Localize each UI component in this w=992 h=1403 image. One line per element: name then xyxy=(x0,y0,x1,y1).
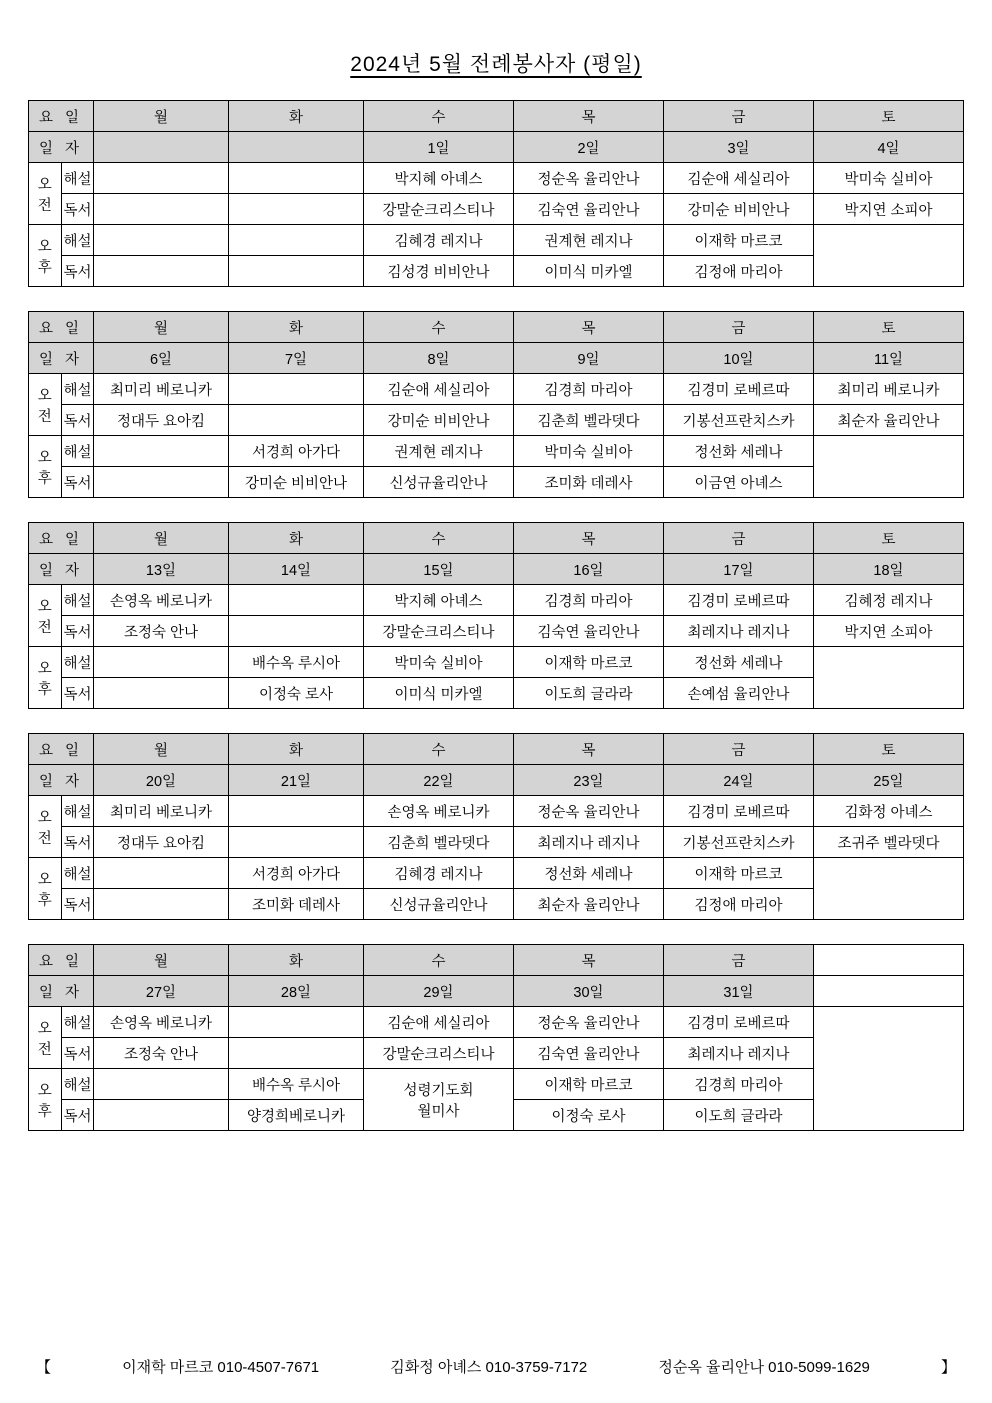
assignment-cell: 김화정 아녜스 xyxy=(814,796,964,827)
week-table-4 xyxy=(28,733,964,920)
date-cell xyxy=(94,132,229,163)
assignment-cell: 조미화 데레사 xyxy=(514,467,664,498)
assignment-cell: 최미리 베로니카 xyxy=(94,374,229,405)
assignment-cell xyxy=(94,1100,229,1131)
assignment-cell: 조미화 데레사 xyxy=(229,889,364,920)
assignment-cell: 박미숙 실비아 xyxy=(364,647,514,678)
dow-mon: 월 xyxy=(94,523,229,554)
assignment-cell: 손예섬 율리안나 xyxy=(664,678,814,709)
date-cell: 21일 xyxy=(229,765,364,796)
dow-sat: 토 xyxy=(814,312,964,343)
assignment-cell xyxy=(94,194,229,225)
date-cell: 13일 xyxy=(94,554,229,585)
assignment-cell: 김경희 마리아 xyxy=(664,1069,814,1100)
assignment-cell: 최레지나 레지나 xyxy=(664,1038,814,1069)
dow-sat: 토 xyxy=(814,734,964,765)
pm-label-bottom: 후 xyxy=(37,259,52,276)
date-cell: 16일 xyxy=(514,554,664,585)
role-dokseo: 독서 xyxy=(61,678,94,709)
assignment-cell xyxy=(94,678,229,709)
table-row-date xyxy=(29,976,964,1007)
assignment-cell: 이금연 아녜스 xyxy=(664,467,814,498)
assignment-cell: 최순자 율리안나 xyxy=(514,889,664,920)
date-cell: 20일 xyxy=(94,765,229,796)
date-cell: 27일 xyxy=(94,976,229,1007)
dow-wed: 수 xyxy=(364,734,514,765)
date-cell: 1일 xyxy=(364,132,514,163)
role-dokseo: 독서 xyxy=(61,467,94,498)
table-row-am-haeseol xyxy=(29,374,964,405)
assignment-cell xyxy=(229,256,364,287)
footer-contact-2: 김화정 아녜스 010-3759-7172 xyxy=(390,1359,588,1376)
table-row-dow xyxy=(29,945,964,976)
assignment-cell: 이도희 글라라 xyxy=(514,678,664,709)
assignment-cell: 정대두 요아킴 xyxy=(94,827,229,858)
dow-tue: 화 xyxy=(229,312,364,343)
dow-tue: 화 xyxy=(229,101,364,132)
assignment-cell xyxy=(94,467,229,498)
date-cell: 10일 xyxy=(664,343,814,374)
assignment-cell: 최미리 베로니카 xyxy=(94,796,229,827)
am-label-bottom: 전 xyxy=(37,830,52,847)
assignment-cell: 김정애 마리아 xyxy=(664,256,814,287)
table-row-am-haeseol xyxy=(29,796,964,827)
table-row-pm-haeseol xyxy=(29,436,964,467)
date-cell: 17일 xyxy=(664,554,814,585)
assignment-cell: 서경희 아가다 xyxy=(229,436,364,467)
dow-fri: 금 xyxy=(664,945,814,976)
date-cell: 7일 xyxy=(229,343,364,374)
assignment-cell xyxy=(229,1038,364,1069)
assignment-cell xyxy=(229,1007,364,1038)
date-cell: 14일 xyxy=(229,554,364,585)
date-cell: 11일 xyxy=(814,343,964,374)
assignment-cell: 손영옥 베로니카 xyxy=(364,796,514,827)
pm-label-top: 오 xyxy=(37,238,52,255)
assignment-cell: 이미식 미카엘 xyxy=(514,256,664,287)
role-dokseo: 독서 xyxy=(61,1100,94,1131)
role-dokseo: 독서 xyxy=(61,256,94,287)
date-cell: 18일 xyxy=(814,554,964,585)
am-label-top: 오 xyxy=(37,1020,52,1037)
am-label xyxy=(29,1007,62,1069)
pm-label xyxy=(29,647,62,709)
table-row-am-haeseol xyxy=(29,585,964,616)
assignment-cell: 강말순크리스티나 xyxy=(364,194,514,225)
role-dokseo: 독서 xyxy=(61,889,94,920)
dow-mon: 월 xyxy=(94,945,229,976)
assignment-cell xyxy=(229,796,364,827)
role-haeseol: 해설 xyxy=(61,647,94,678)
assignment-cell-empty xyxy=(814,436,964,498)
assignment-cell: 손영옥 베로니카 xyxy=(94,585,229,616)
assignment-cell: 이재학 마르코 xyxy=(664,858,814,889)
assignment-cell: 이재학 마르코 xyxy=(514,647,664,678)
assignment-cell: 조귀주 벨라뎃다 xyxy=(814,827,964,858)
footer-contacts xyxy=(28,1356,964,1377)
date-cell: 8일 xyxy=(364,343,514,374)
am-label-bottom: 전 xyxy=(37,408,52,425)
role-haeseol: 해설 xyxy=(61,1007,94,1038)
assignment-cell: 권계현 레지나 xyxy=(514,225,664,256)
footer-right-bracket: 】 xyxy=(940,1359,956,1376)
role-haeseol: 해설 xyxy=(61,585,94,616)
role-dokseo: 독서 xyxy=(61,194,94,225)
assignment-cell: 조정숙 안나 xyxy=(94,1038,229,1069)
assignment-cell xyxy=(94,163,229,194)
pm-label xyxy=(29,436,62,498)
assignment-cell: 김경미 로베르따 xyxy=(664,374,814,405)
dow-thu: 목 xyxy=(514,734,664,765)
footer-contact-3: 정순옥 율리안나 010-5099-1629 xyxy=(658,1359,870,1376)
assignment-cell: 조정숙 안나 xyxy=(94,616,229,647)
pm-label xyxy=(29,225,62,287)
dow-tue: 화 xyxy=(229,945,364,976)
assignment-cell: 김숙연 율리안나 xyxy=(514,616,664,647)
dow-thu: 목 xyxy=(514,101,664,132)
date-cell: 15일 xyxy=(364,554,514,585)
date-cell: 31일 xyxy=(664,976,814,1007)
assignment-cell: 강미순 비비안나 xyxy=(664,194,814,225)
pm-label xyxy=(29,1069,62,1131)
dow-label: 요 일 xyxy=(29,945,94,976)
dow-sat: 토 xyxy=(814,523,964,554)
assignment-cell: 이미식 미카엘 xyxy=(364,678,514,709)
assignment-cell: 기봉선프란치스카 xyxy=(664,405,814,436)
assignment-cell-empty xyxy=(814,858,964,920)
assignment-cell: 강말순크리스티나 xyxy=(364,1038,514,1069)
assignment-cell: 이도희 글라라 xyxy=(664,1100,814,1131)
assignment-cell-empty xyxy=(814,225,964,287)
assignment-cell: 김경미 로베르따 xyxy=(664,796,814,827)
role-haeseol: 해설 xyxy=(61,1069,94,1100)
page-title: 2024년 5월 전례봉사자 (평일) xyxy=(350,53,642,76)
assignment-cell xyxy=(94,889,229,920)
table-row-date xyxy=(29,343,964,374)
week-table-3 xyxy=(28,522,964,709)
table-row-am-haeseol xyxy=(29,1007,964,1038)
assignment-cell: 정순옥 율리안나 xyxy=(514,796,664,827)
pm-label-bottom: 후 xyxy=(37,470,52,487)
assignment-cell: 김숙연 율리안나 xyxy=(514,1038,664,1069)
table-row-am-haeseol xyxy=(29,163,964,194)
dow-label: 요 일 xyxy=(29,734,94,765)
assignment-cell: 강말순크리스티나 xyxy=(364,616,514,647)
special-line-2: 월미사 xyxy=(417,1103,460,1120)
assignment-cell-special xyxy=(364,1069,514,1131)
assignment-cell: 신성규율리안나 xyxy=(364,467,514,498)
pm-label-top: 오 xyxy=(37,660,52,677)
assignment-cell xyxy=(229,405,364,436)
assignment-cell: 김혜경 레지나 xyxy=(364,858,514,889)
am-label-bottom: 전 xyxy=(37,197,52,214)
footer-left-bracket: 【 xyxy=(36,1359,52,1376)
role-dokseo: 독서 xyxy=(61,827,94,858)
assignment-cell xyxy=(229,827,364,858)
assignment-cell: 김숙연 율리안나 xyxy=(514,194,664,225)
assignment-cell: 권계현 레지나 xyxy=(364,436,514,467)
role-haeseol: 해설 xyxy=(61,374,94,405)
date-cell: 29일 xyxy=(364,976,514,1007)
assignment-cell: 손영옥 베로니카 xyxy=(94,1007,229,1038)
assignment-cell xyxy=(229,374,364,405)
role-haeseol: 해설 xyxy=(61,858,94,889)
assignment-cell: 최레지나 레지나 xyxy=(514,827,664,858)
assignment-cell: 김경미 로베르따 xyxy=(664,585,814,616)
am-label xyxy=(29,374,62,436)
date-cell: 3일 xyxy=(664,132,814,163)
pm-label-top: 오 xyxy=(37,871,52,888)
week-table-5 xyxy=(28,944,964,1131)
assignment-cell: 정선화 세레나 xyxy=(514,858,664,889)
table-row-pm-haeseol xyxy=(29,225,964,256)
dow-wed: 수 xyxy=(364,101,514,132)
assignment-cell: 박미숙 실비아 xyxy=(514,436,664,467)
role-haeseol: 해설 xyxy=(61,225,94,256)
table-row-dow xyxy=(29,101,964,132)
assignment-cell xyxy=(229,163,364,194)
assignment-cell xyxy=(94,256,229,287)
date-cell: 2일 xyxy=(514,132,664,163)
pm-label xyxy=(29,858,62,920)
assignment-cell: 김춘희 벨라뎃다 xyxy=(364,827,514,858)
dow-wed: 수 xyxy=(364,523,514,554)
date-label: 일 자 xyxy=(29,343,94,374)
date-label: 일 자 xyxy=(29,976,94,1007)
assignment-cell-empty xyxy=(814,1007,964,1131)
assignment-cell: 정선화 세레나 xyxy=(664,647,814,678)
assignment-cell: 김혜정 레지나 xyxy=(814,585,964,616)
assignment-cell: 이재학 마르코 xyxy=(514,1069,664,1100)
week-table-2 xyxy=(28,311,964,498)
dow-fri: 금 xyxy=(664,734,814,765)
dow-thu: 목 xyxy=(514,945,664,976)
dow-fri: 금 xyxy=(664,523,814,554)
am-label-bottom: 전 xyxy=(37,1041,52,1058)
date-cell: 30일 xyxy=(514,976,664,1007)
assignment-cell xyxy=(94,1069,229,1100)
table-row-pm-haeseol xyxy=(29,858,964,889)
assignment-cell: 박지연 소피아 xyxy=(814,194,964,225)
date-cell: 24일 xyxy=(664,765,814,796)
assignment-cell: 김경미 로베르따 xyxy=(664,1007,814,1038)
date-cell: 22일 xyxy=(364,765,514,796)
table-row-date xyxy=(29,132,964,163)
assignment-cell: 최미리 베로니카 xyxy=(814,374,964,405)
assignment-cell: 이정숙 로사 xyxy=(229,678,364,709)
dow-label: 요 일 xyxy=(29,101,94,132)
assignment-cell xyxy=(94,647,229,678)
pm-label-top: 오 xyxy=(37,1082,52,1099)
date-cell: 23일 xyxy=(514,765,664,796)
assignment-cell: 양경희베로니카 xyxy=(229,1100,364,1131)
dow-tue: 화 xyxy=(229,523,364,554)
assignment-cell: 배수옥 루시아 xyxy=(229,647,364,678)
assignment-cell xyxy=(229,585,364,616)
pm-label-top: 오 xyxy=(37,449,52,466)
assignment-cell: 김춘희 벨라뎃다 xyxy=(514,405,664,436)
date-cell: 25일 xyxy=(814,765,964,796)
table-row-pm-haeseol xyxy=(29,647,964,678)
am-label-bottom: 전 xyxy=(37,619,52,636)
assignment-cell xyxy=(229,616,364,647)
dow-mon: 월 xyxy=(94,101,229,132)
am-label-top: 오 xyxy=(37,387,52,404)
assignment-cell: 김순애 세실리아 xyxy=(364,374,514,405)
assignment-cell: 신성규율리안나 xyxy=(364,889,514,920)
dow-fri: 금 xyxy=(664,101,814,132)
dow-mon: 월 xyxy=(94,734,229,765)
assignment-cell: 박지혜 아녜스 xyxy=(364,163,514,194)
assignment-cell xyxy=(94,436,229,467)
pm-label-bottom: 후 xyxy=(37,892,52,909)
am-label xyxy=(29,796,62,858)
assignment-cell: 이재학 마르코 xyxy=(664,225,814,256)
assignment-cell xyxy=(94,225,229,256)
footer-contact-1: 이재학 마르코 010-4507-7671 xyxy=(122,1359,320,1376)
assignment-cell: 김경희 마리아 xyxy=(514,585,664,616)
assignment-cell: 기봉선프란치스카 xyxy=(664,827,814,858)
assignment-cell: 박지혜 아녜스 xyxy=(364,585,514,616)
pm-label-bottom: 후 xyxy=(37,1103,52,1120)
assignment-cell xyxy=(229,194,364,225)
date-cell: 28일 xyxy=(229,976,364,1007)
assignment-cell xyxy=(229,225,364,256)
am-label-top: 오 xyxy=(37,176,52,193)
role-dokseo: 독서 xyxy=(61,616,94,647)
date-label: 일 자 xyxy=(29,132,94,163)
am-label-top: 오 xyxy=(37,809,52,826)
date-label: 일 자 xyxy=(29,765,94,796)
assignment-cell: 김혜경 레지나 xyxy=(364,225,514,256)
assignment-cell xyxy=(94,858,229,889)
dow-label: 요 일 xyxy=(29,523,94,554)
assignment-cell-empty xyxy=(814,647,964,709)
assignment-cell: 정대두 요아킴 xyxy=(94,405,229,436)
assignment-cell: 정순옥 율리안나 xyxy=(514,163,664,194)
dow-thu: 목 xyxy=(514,312,664,343)
dow-sat-empty xyxy=(814,945,964,976)
assignment-cell: 김정애 마리아 xyxy=(664,889,814,920)
dow-mon: 월 xyxy=(94,312,229,343)
dow-fri: 금 xyxy=(664,312,814,343)
date-cell: 6일 xyxy=(94,343,229,374)
dow-wed: 수 xyxy=(364,945,514,976)
date-cell xyxy=(229,132,364,163)
table-row-am-dokseo xyxy=(29,616,964,647)
assignment-cell: 최레지나 레지나 xyxy=(664,616,814,647)
role-dokseo: 독서 xyxy=(61,405,94,436)
assignment-cell: 정순옥 율리안나 xyxy=(514,1007,664,1038)
am-label-top: 오 xyxy=(37,598,52,615)
assignment-cell: 김순애 세실리아 xyxy=(364,1007,514,1038)
table-row-am-dokseo xyxy=(29,405,964,436)
date-cell-empty xyxy=(814,976,964,1007)
table-row-date xyxy=(29,765,964,796)
dow-tue: 화 xyxy=(229,734,364,765)
dow-label: 요 일 xyxy=(29,312,94,343)
assignment-cell: 배수옥 루시아 xyxy=(229,1069,364,1100)
assignment-cell: 강미순 비비안나 xyxy=(364,405,514,436)
dow-wed: 수 xyxy=(364,312,514,343)
table-row-dow xyxy=(29,523,964,554)
role-dokseo: 독서 xyxy=(61,1038,94,1069)
dow-sat: 토 xyxy=(814,101,964,132)
assignment-cell: 정선화 세레나 xyxy=(664,436,814,467)
role-haeseol: 해설 xyxy=(61,163,94,194)
table-row-dow xyxy=(29,734,964,765)
assignment-cell: 서경희 아가다 xyxy=(229,858,364,889)
am-label xyxy=(29,163,62,225)
assignment-cell: 최순자 율리안나 xyxy=(814,405,964,436)
assignment-cell: 김경희 마리아 xyxy=(514,374,664,405)
dow-thu: 목 xyxy=(514,523,664,554)
am-label xyxy=(29,585,62,647)
assignment-cell: 이정숙 로사 xyxy=(514,1100,664,1131)
table-row-date xyxy=(29,554,964,585)
pm-label-bottom: 후 xyxy=(37,681,52,698)
assignment-cell: 박미숙 실비아 xyxy=(814,163,964,194)
assignment-cell: 김성경 비비안나 xyxy=(364,256,514,287)
role-haeseol: 해설 xyxy=(61,796,94,827)
table-row-am-dokseo xyxy=(29,194,964,225)
assignment-cell: 강미순 비비안나 xyxy=(229,467,364,498)
table-row-dow xyxy=(29,312,964,343)
date-label: 일 자 xyxy=(29,554,94,585)
table-row-am-dokseo xyxy=(29,827,964,858)
assignment-cell: 김순애 세실리아 xyxy=(664,163,814,194)
week-table-1 xyxy=(28,100,964,287)
role-haeseol: 해설 xyxy=(61,436,94,467)
assignment-cell: 박지연 소피아 xyxy=(814,616,964,647)
special-line-1: 성령기도회 xyxy=(403,1082,474,1099)
date-cell: 4일 xyxy=(814,132,964,163)
date-cell: 9일 xyxy=(514,343,664,374)
